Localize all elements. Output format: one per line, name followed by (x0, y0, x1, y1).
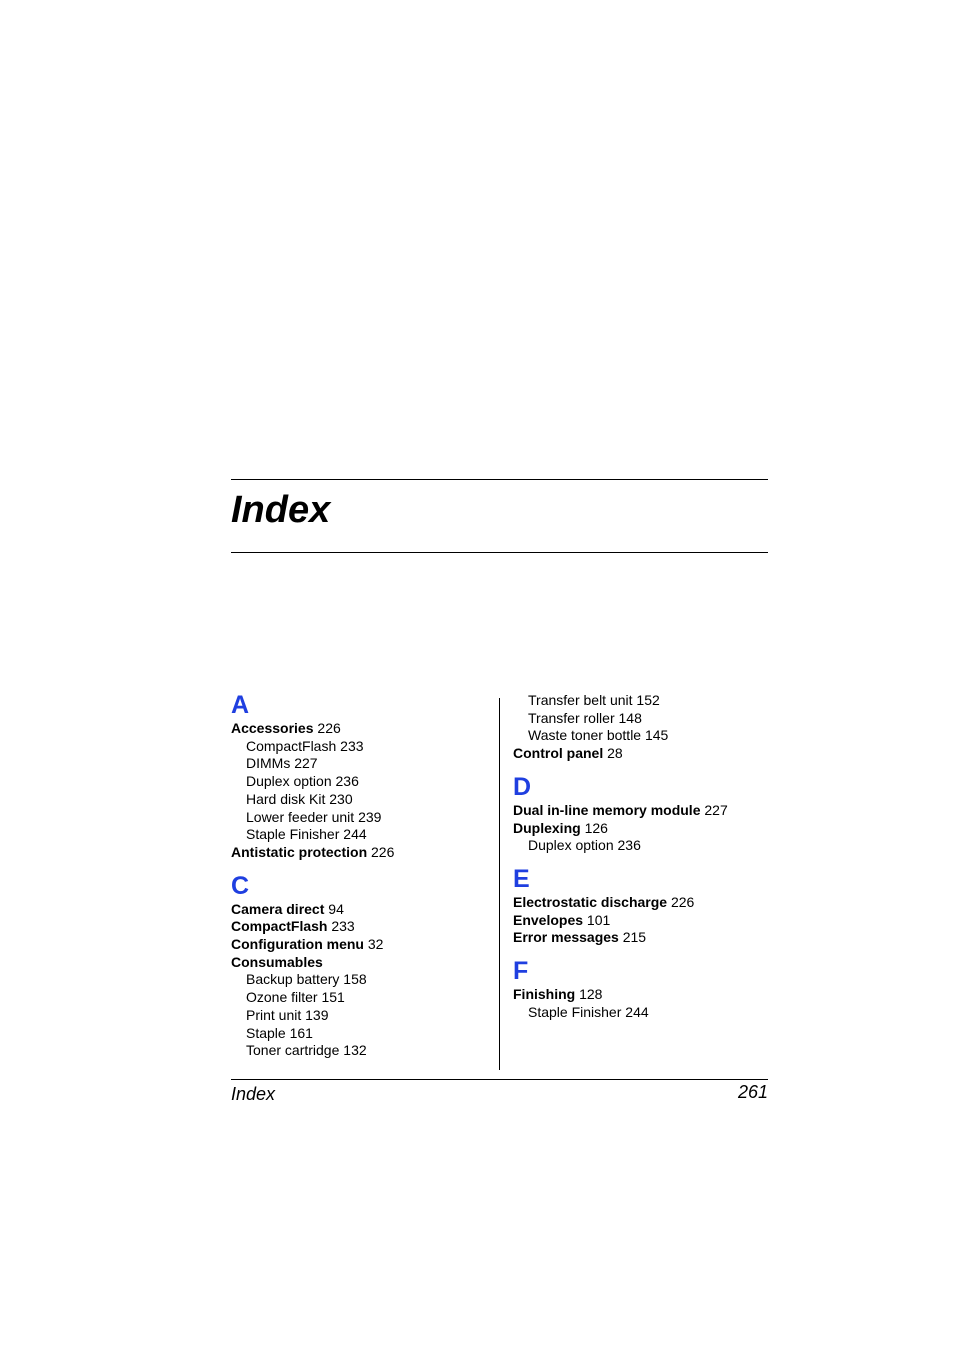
index-subentry[interactable] (513, 692, 773, 710)
index-subterm: Toner cartridge (246, 1042, 340, 1059)
index-page-number: 132 (343, 1042, 367, 1059)
index-subentry[interactable] (513, 727, 773, 745)
index-subterm: Ozone filter (246, 989, 318, 1006)
index-subterm: Duplex option (246, 773, 332, 790)
index-section (513, 772, 773, 855)
index-term: Camera direct (231, 900, 325, 917)
section-letter: A (231, 691, 250, 719)
index-subterm: Transfer belt unit (528, 692, 633, 708)
index-entry[interactable] (513, 986, 773, 1004)
index-page-number: 145 (644, 727, 669, 744)
index-page-number: 128 (579, 986, 603, 1003)
index-page-number: 244 (625, 1003, 649, 1020)
index-subterm: Backup battery (246, 971, 340, 988)
index-subentry[interactable] (231, 791, 491, 809)
index-term: Control panel (513, 745, 604, 762)
index-term: Error messages (513, 929, 619, 946)
index-page-number: 226 (317, 720, 341, 736)
index-page-number: 151 (321, 989, 345, 1006)
index-page-number: 236 (335, 773, 359, 790)
index-term: Electrostatic discharge (513, 893, 668, 910)
index-subentry[interactable] (231, 989, 491, 1007)
continued-entries (513, 692, 773, 763)
index-subentry[interactable] (231, 773, 491, 791)
index-term: Configuration menu (231, 936, 364, 953)
index-entry[interactable] (513, 912, 773, 930)
index-term: Consumables (231, 953, 323, 970)
index-term: Duplexing (513, 819, 581, 836)
index-page-number: 236 (617, 837, 641, 854)
index-entry[interactable] (231, 954, 491, 972)
index-subterm: Hard disk Kit (246, 790, 326, 807)
index-subentry[interactable] (513, 837, 773, 855)
index-page-number: 139 (305, 1006, 329, 1023)
index-entry[interactable] (231, 936, 491, 954)
index-term: Accessories (231, 720, 314, 736)
section-letter: C (231, 871, 250, 900)
index-term: Envelopes (513, 911, 584, 928)
index-section (513, 956, 773, 1021)
footer-page-number: 261 (737, 1082, 768, 1102)
index-subentry[interactable] (231, 1025, 491, 1043)
index-page-number: 226 (371, 843, 395, 860)
index-subterm: Staple Finisher (528, 1003, 622, 1020)
index-page-number: 226 (670, 893, 695, 910)
index-entry[interactable] (513, 894, 773, 912)
page-title: Index (231, 489, 331, 531)
index-entry[interactable] (513, 802, 773, 820)
index-subterm: Print unit (246, 1006, 302, 1023)
index-subterm: Staple Finisher (246, 826, 340, 843)
section-letter: D (513, 772, 532, 801)
index-subentry[interactable] (231, 1007, 491, 1025)
index-entry[interactable] (231, 720, 491, 738)
index-page-number: 227 (294, 755, 318, 772)
index-subentry[interactable] (513, 1004, 773, 1022)
index-section (231, 871, 491, 1060)
index-subentry[interactable] (231, 738, 491, 756)
index-subterm: Staple (246, 1024, 286, 1041)
index-subentry[interactable] (231, 809, 491, 827)
index-page-number: 158 (343, 971, 367, 988)
index-page-number: 215 (622, 929, 647, 946)
index-page-number: 148 (618, 709, 642, 726)
index-entry[interactable] (513, 820, 773, 838)
index-page-number: 32 (367, 936, 384, 953)
index-entry[interactable] (231, 901, 491, 919)
index-page-number: 233 (331, 918, 355, 935)
footer-title: Index (231, 1084, 276, 1104)
footer-rule (231, 1079, 768, 1080)
index-column-left (231, 690, 491, 1060)
index-subterm: Duplex option (528, 837, 614, 854)
index-subterm: CompactFlash (246, 737, 337, 754)
index-entry[interactable] (231, 918, 491, 936)
index-column-right (513, 692, 773, 1021)
index-page-number: 152 (636, 692, 660, 708)
index-term: Dual in-line memory module (513, 801, 701, 818)
index-page-number: 101 (586, 911, 611, 928)
index-entry[interactable] (513, 929, 773, 947)
index-page-number: 233 (340, 737, 364, 754)
index-subterm: Waste toner bottle (528, 727, 642, 744)
title-rule-top (231, 479, 768, 480)
title-rule-bottom (231, 552, 768, 553)
index-subentry[interactable] (231, 826, 491, 844)
index-subterm: DIMMs (246, 755, 291, 772)
index-page-number: 227 (704, 801, 728, 818)
index-subterm: Lower feeder unit (246, 808, 355, 825)
index-term: Antistatic protection (231, 843, 368, 860)
index-page-number: 230 (329, 790, 353, 807)
index-subentry[interactable] (231, 755, 491, 773)
index-page-number: 244 (343, 826, 367, 843)
section-letter: F (513, 957, 529, 986)
index-subterm: Transfer roller (528, 709, 615, 726)
index-page-number: 161 (289, 1024, 313, 1041)
index-subentry[interactable] (231, 1042, 491, 1060)
index-term: Finishing (513, 986, 576, 1003)
index-entry[interactable] (231, 844, 491, 862)
index-subentry[interactable] (513, 710, 773, 728)
index-page-number: 126 (584, 819, 608, 836)
section-letter: E (513, 864, 530, 893)
index-section (231, 690, 491, 862)
index-page-number: 239 (358, 808, 382, 825)
index-subentry[interactable] (231, 971, 491, 989)
index-entry[interactable] (513, 745, 773, 763)
index-section (513, 864, 773, 947)
index-page-number: 28 (607, 745, 623, 762)
index-page-number: 94 (328, 900, 344, 917)
column-divider (499, 698, 500, 1070)
index-term: CompactFlash (231, 918, 328, 935)
